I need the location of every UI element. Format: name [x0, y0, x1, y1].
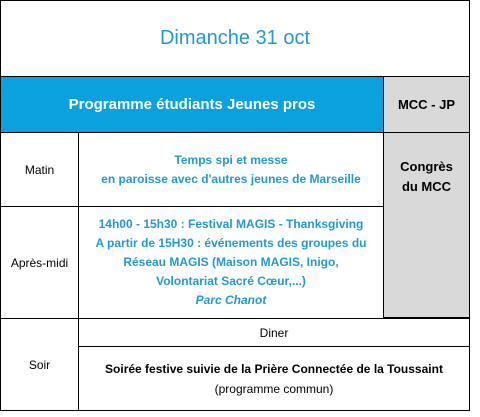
apres-midi-place: Parc Chanot — [195, 293, 267, 307]
soiree-event: Soirée festive suivie de la Prière Connectée de la Toussaint — [105, 361, 443, 376]
apres-midi-line-1: 14h00 - 15h30 : Festival MAGIS - Thanksgiving — [98, 217, 364, 231]
program-header: Programme étudiants Jeunes pros — [0, 76, 384, 133]
diner-cell — [78, 318, 470, 347]
page-title: Dimanche 31 oct — [0, 0, 470, 77]
row-label-apres-midi: Après-midi — [0, 206, 79, 319]
diner-text: Diner — [259, 325, 289, 340]
row-label-soir: Soir — [0, 318, 79, 411]
matin-content — [78, 132, 384, 207]
apres-midi-line-4: Volontariat Sacré Cœur,...) — [156, 274, 306, 288]
matin-line-1: Temps spi et messe — [174, 152, 288, 167]
congres-line-1: Congrès — [400, 159, 453, 174]
congres-line-2: du MCC — [401, 179, 452, 194]
congres-cell — [383, 132, 470, 318]
side-header: MCC - JP — [383, 76, 470, 133]
apres-midi-line-3: Réseau MAGIS (Maison MAGIS, Inigo, — [123, 255, 339, 269]
apres-midi-content — [78, 206, 384, 319]
apres-midi-line-2: A partir de 15H30 : événements des groupes du — [95, 236, 367, 250]
matin-line-2: en paroisse avec d'autres jeunes de Marseille — [101, 171, 361, 186]
soiree-cell — [78, 346, 470, 411]
soiree-note: (programme commun) — [214, 381, 334, 396]
row-label-matin: Matin — [0, 132, 79, 207]
